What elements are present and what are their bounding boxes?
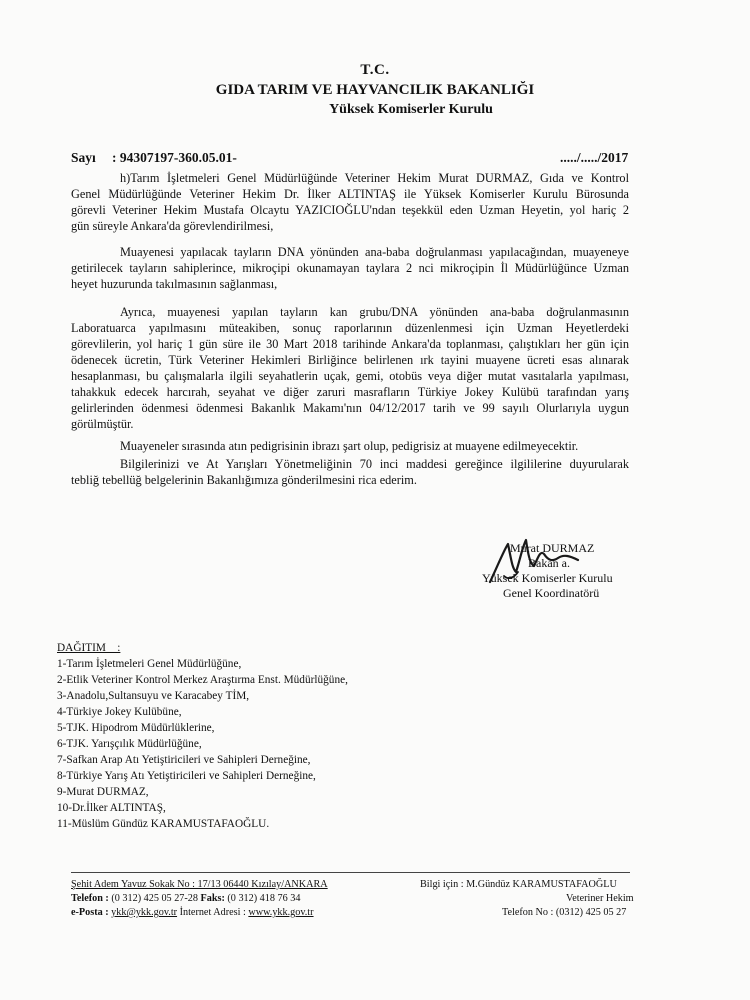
paragraph-3-line: gelirlerinden ödenmesi ödenmesi Bakanlık Makamı'nın 04/12/2017 tarih ve 99 sayılı Olurlarıyla uygun xyxy=(71,401,629,415)
footer-address: Şehit Adem Yavuz Sokak No : 17/13 06440 Kızılay/ANKARA xyxy=(71,879,328,890)
paragraph-1-line: görevli Veteriner Hekim Mustafa Olcaytu YAZICIOĞLU'ndan teşekkül eden Uzman Heyetin, yol hariç 2 xyxy=(71,203,629,217)
distribution-heading: DAĞITIM : xyxy=(57,642,121,654)
ministry-name: GIDA TARIM VE HAYVANCILIK BAKANLIĞI xyxy=(215,82,535,98)
distribution-item: 11-Müslüm Gündüz KARAMUSTAFAOĞLU. xyxy=(57,818,270,830)
footer-phone: (0 312) 425 05 27-28 xyxy=(111,893,198,904)
paragraph-3-line: görevlilerin, yol hariç 1 gün süre ile 30 Mart 2018 tarihinde Ankara'da toplanması, çalıştıkları her gün için xyxy=(71,337,629,351)
paragraph-2-line: heyet huzurunda takılmasının sağlanması, xyxy=(71,277,278,291)
footer-fax: (0 312) 418 76 34 xyxy=(227,893,301,904)
signatory-organization: Yüksek Komiserler Kurulu xyxy=(482,571,613,585)
paragraph-4: Muayeneler sırasında atın pedigrisinin ibrazı şart olup, pedigrisiz at muayene edilmeyecektir. xyxy=(120,439,579,453)
footer-web-link[interactable]: www.ykk.gov.tr xyxy=(248,907,314,918)
signatory-on-behalf: Bakan a. xyxy=(528,556,570,570)
paragraph-1-line: h)Tarım İşletmeleri Genel Müdürlüğünde Veteriner Hekim Murat DURMAZ, Gıda ve Kontrol xyxy=(120,171,629,185)
footer-info-title: Veteriner Hekim xyxy=(566,893,634,904)
footer-email-link[interactable]: ykk@ykk.gov.tr xyxy=(111,907,178,918)
paragraph-5-line: tebliğ tebellüğ belgelerinin Bakanlığımıza gönderilmesini rica ederim. xyxy=(71,473,417,487)
paragraph-2-line: Muayenesi yapılacak tayların DNA yönünden ana-baba doğrulanması yapılacağından, muayeneye xyxy=(120,245,629,259)
footer-rule xyxy=(71,872,630,873)
distribution-item: 4-Türkiye Jokey Kulübüne, xyxy=(57,706,182,718)
footer-info-phone: Telefon No : (0312) 425 05 27 xyxy=(502,907,627,918)
reference-date: ...../...../2017 xyxy=(560,150,629,165)
signatory-title: Genel Koordinatörü xyxy=(503,586,600,600)
distribution-item: 10-Dr.İlker ALTINTAŞ, xyxy=(57,802,166,814)
header-tc: T.C. xyxy=(360,62,390,78)
paragraph-3-line: görülmüştür. xyxy=(71,417,134,431)
distribution-item: 3-Anadolu,Sultansuyu ve Karacabey TİM, xyxy=(57,690,250,702)
distribution-item: 8-Türkiye Yarış Atı Yetiştiricileri ve Sahipleri Derneğine, xyxy=(57,770,316,782)
distribution-item: 1-Tarım İşletmeleri Genel Müdürlüğüne, xyxy=(57,658,242,670)
reference-number: : 94307197-360.05.01- xyxy=(112,150,237,165)
distribution-item: 6-TJK. Yarışçılık Müdürlüğüne, xyxy=(57,738,202,750)
committee-name: Yüksek Komiserler Kurulu xyxy=(329,102,493,117)
signatory-name: Murat DURMAZ xyxy=(510,541,595,555)
paragraph-3-line: Ayrıca, muayenesi yapılan tayların kan grubu/DNA yönünden ana-baba doğrulanmasının xyxy=(120,305,629,319)
footer-info-contact: Bilgi için : M.Gündüz KARAMUSTAFAOĞLU xyxy=(420,879,617,890)
distribution-item: 7-Safkan Arap Atı Yetiştiricileri ve Sahipleri Derneğine, xyxy=(57,754,311,766)
paragraph-5-line: Bilgilerinizi ve At Yarışları Yönetmeliğinin 70 inci maddesi gereğince ilgililerine duyurularak xyxy=(120,457,629,471)
footer-phone-fax xyxy=(71,892,300,905)
paragraph-2-line: getirilecek tayların sahiplerince, mikroçipi okunamayan taylara 2 nci mikroçipin İl Müdürlüğünce Uzman xyxy=(71,261,629,275)
paragraph-3-line: tahakkuk edecek harcırah, seyahat ve diğer zaruri masrafların Türkiye Jokey Kulübü tarafından yarış xyxy=(71,385,629,399)
footer-fax-label: Faks: xyxy=(200,893,225,904)
paragraph-3-line: hesaplanması, bu çalışmalarla ilgili seyahatlerin uçak, gemi, otobüs veya diğer mutat vasıtalarla yapılması, xyxy=(71,369,629,383)
paragraph-3-line: ödenecek ücretin, Türk Veteriner Hekimleri Birliğince belirlenen ırk tayini muayene ücreti esas alınarak xyxy=(71,353,629,367)
paragraph-3-line: Laboratuarca yapılmasını müteakiben, sonuç raporlarının düzenlenmesi için Uzman Heyetlerdeki xyxy=(71,321,629,335)
distribution-item: 2-Etlik Veteriner Kontrol Merkez Araştırma Enst. Müdürlüğüne, xyxy=(57,674,348,686)
paragraph-1-line: gün süreyle Ankara'da görevlendirilmesi, xyxy=(71,219,274,233)
paragraph-1-line: Genel Müdürlüğünde Veteriner Hekim Dr. İlker ALTINTAŞ ile Yüksek Komiserler Kurulu Bürosunda xyxy=(71,187,629,201)
distribution-item: 5-TJK. Hipodrom Müdürlüklerine, xyxy=(57,722,215,734)
footer-phone-label: Telefon : xyxy=(71,893,109,904)
footer-web-label: İnternet Adresi : xyxy=(179,907,246,918)
footer-email-label: e-Posta : xyxy=(71,907,109,918)
distribution-item: 9-Murat DURMAZ, xyxy=(57,786,149,798)
reference-label: Sayı xyxy=(71,150,96,165)
footer-contact xyxy=(71,906,314,919)
